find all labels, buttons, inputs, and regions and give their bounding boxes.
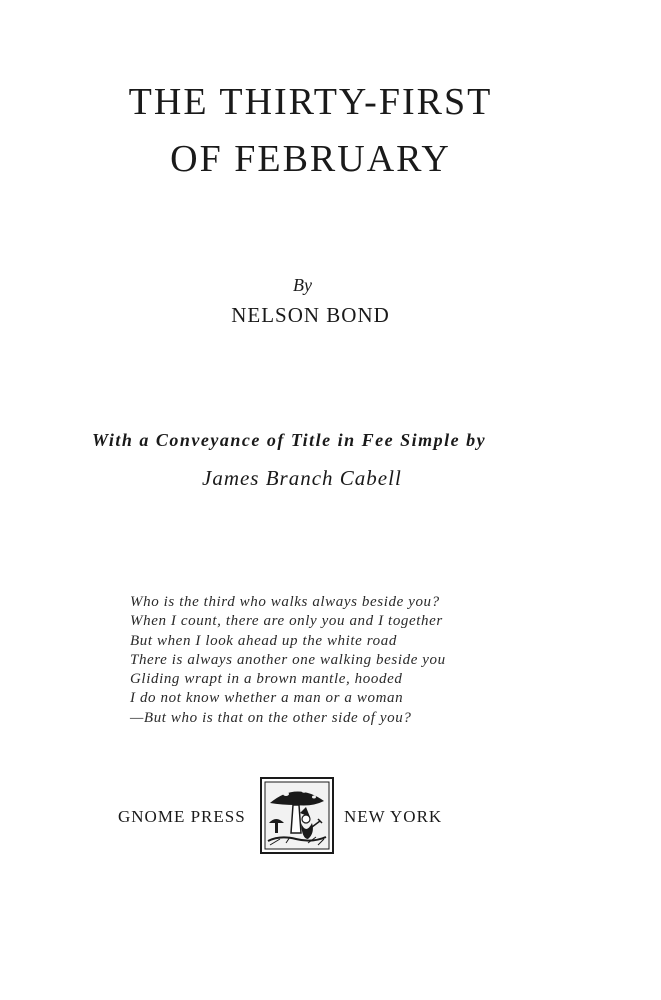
publisher-name: GNOME PRESS [118,807,246,826]
by-label: By [293,275,312,295]
publisher-city: NEW YORK [344,807,443,826]
conveyance-text: With a Conveyance of Title in Fee Simple by [92,430,487,450]
poem-line: Who is the third who walks always beside you? [130,594,440,610]
poem-line: When I count, there are only you and I together [130,613,443,630]
epigraph-poem [130,593,446,728]
poem-line: I do not know whether a man or a woman [130,690,404,707]
author-name: NELSON BOND [231,303,390,327]
title-line-1: THE THIRTY-FIRST [128,81,493,123]
conveyance-name: James Branch Cabell [202,466,402,490]
poem-line: Gliding wrapt in a brown mantle, hooded [130,671,403,688]
poem-line: —But who is that on the other side of you? [130,709,412,726]
poem-line: But when I look ahead up the white road [130,632,397,649]
title-line-2: OF FEBRUARY [170,138,451,180]
poem-line: There is always another one walking beside you [130,651,446,668]
gnome-press-logo-icon [260,777,334,854]
